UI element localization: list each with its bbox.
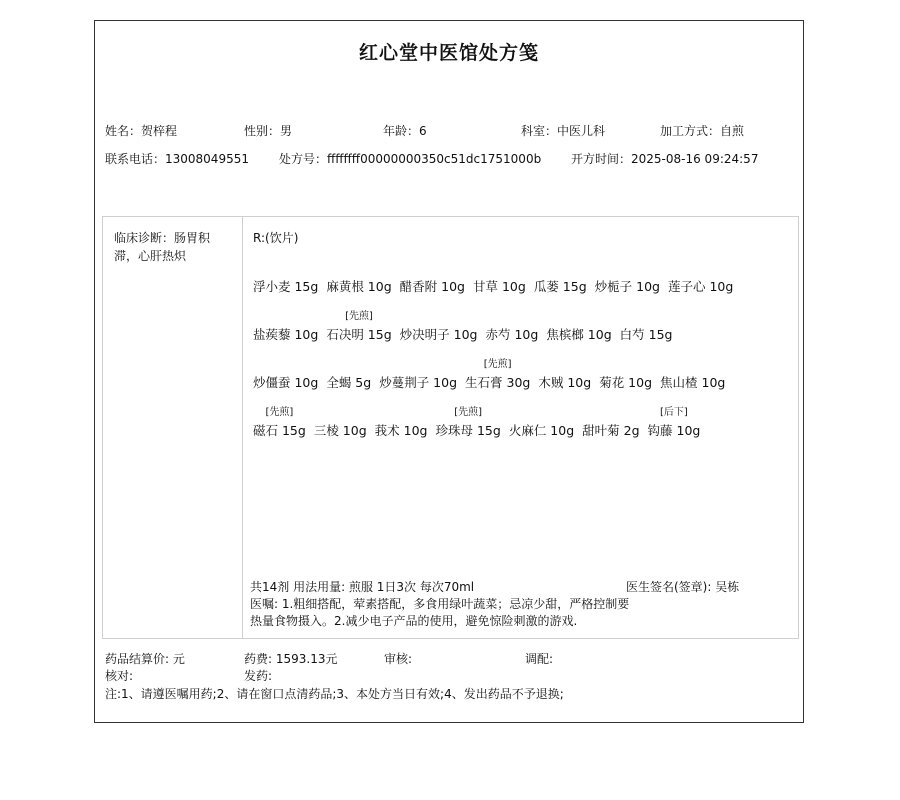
herb-item — [314, 403, 367, 439]
patient-name: 姓名：贺梓程 — [105, 124, 178, 138]
herb-item — [400, 259, 465, 295]
prescription-time: 开方时间：2025-08-16 09:24:57 — [571, 152, 759, 166]
patient-age: 年龄：6 — [383, 124, 427, 138]
herb-name: 钩藤 10g — [647, 423, 701, 438]
herb-name: 莪术 10g — [374, 423, 428, 438]
herb-item — [534, 259, 587, 295]
herb-item — [326, 355, 371, 391]
herb-name: 浮小麦 15g — [253, 279, 319, 294]
herb-note: [先煎] — [265, 407, 294, 418]
herb-row — [253, 403, 708, 443]
herb-name: 石决明 15g — [326, 327, 392, 342]
herb-item — [253, 403, 306, 439]
herb-name: 炒蔓荆子 10g — [379, 375, 458, 390]
herb-item — [509, 403, 574, 439]
herb-row — [253, 355, 733, 395]
herb-note: [先煎] — [483, 359, 512, 370]
patient-gender: 性别：男 — [244, 124, 293, 138]
herb-note: [后下] — [660, 407, 688, 418]
herb-name: 莲子心 10g — [667, 279, 734, 294]
herb-item — [326, 307, 391, 343]
column-divider — [242, 217, 243, 638]
herb-name: 炒决明子 10g — [399, 327, 478, 342]
herb-item — [375, 403, 428, 439]
herb-row — [253, 307, 680, 347]
page-title: 红心堂中医馆处方笺 — [358, 42, 539, 64]
herb-name: 盐蒺藜 10g — [253, 327, 319, 342]
herb-item — [253, 307, 318, 343]
herb-name: 赤芍 10g — [485, 327, 539, 342]
herb-name: 白芍 15g — [619, 327, 673, 342]
herb-item — [326, 259, 391, 295]
herb-item — [660, 355, 725, 391]
herb-item — [473, 259, 526, 295]
herb-item — [465, 355, 530, 391]
doctor-signature: 医生签名(签章): 吴栋 — [626, 580, 740, 594]
herb-name: 甜叶菊 2g — [582, 423, 640, 438]
herb-item — [253, 355, 318, 391]
footer-note: 注:1、请遵医嘱用药;2、请在窗口点清药品;3、本处方当日有效;4、发出药品不予退换; — [105, 687, 564, 701]
issuer: 发药: — [244, 669, 273, 683]
herb-name: 麻黄根 10g — [326, 279, 392, 294]
herb-item — [435, 403, 500, 439]
drug-settlement-price: 药品结算价: 元 — [105, 652, 185, 666]
herb-name: 炒僵蚕 10g — [253, 375, 319, 390]
herb-name: 珍珠母 15g — [435, 423, 501, 438]
herb-name: 磁石 15g — [253, 423, 306, 438]
herb-name: 炒栀子 10g — [594, 279, 660, 294]
herb-note: [先煎] — [345, 311, 373, 322]
herb-item — [400, 307, 478, 343]
herb-name: 甘草 10g — [472, 279, 526, 294]
herb-note: [先煎] — [454, 407, 483, 418]
phone: 联系电话：13008049551 — [105, 152, 249, 166]
processing-method: 加工方式：自煎 — [660, 124, 745, 138]
rx-header: R:(饮片) — [253, 231, 299, 245]
herb-name: 火麻仁 10g — [508, 423, 575, 438]
herb-name: 菊花 10g — [599, 375, 653, 390]
herb-item — [379, 355, 457, 391]
herb-name: 焦山楂 10g — [660, 375, 726, 390]
herb-item — [599, 355, 652, 391]
herb-name: 全蝎 5g — [326, 375, 372, 390]
herb-name: 三棱 10g — [313, 423, 367, 438]
herb-item — [485, 307, 538, 343]
medical-advice: 医嘱: 1.粗细搭配，荤素搭配，多食用绿叶蔬菜；忌凉少甜，严格控制要热量食物摄入。2.减少电子产品的使用，避免惊险刺激的游戏. — [250, 597, 630, 628]
clinical-diagnosis: 临床诊断：肠胃积滞，心肝热炽 — [114, 231, 211, 263]
prescription-number: 处方号：ffffffff00000000350c51dc1751000b — [279, 152, 542, 166]
department: 科室：中医儿科 — [521, 124, 606, 138]
drug-fee: 药费: 1593.13元 — [244, 652, 338, 666]
herb-item — [538, 355, 591, 391]
herb-item — [546, 307, 611, 343]
herb-name: 醋香附 10g — [399, 279, 465, 294]
herb-item — [620, 307, 673, 343]
usage-dosage: 共14剂 用法用量: 煎服 1日3次 每次70ml — [250, 580, 475, 594]
herb-name: 生石膏 30g — [465, 375, 531, 390]
herb-name: 木贼 10g — [538, 375, 592, 390]
herb-item — [595, 259, 660, 295]
herb-item — [668, 259, 733, 295]
herb-item — [253, 259, 318, 295]
checker: 核对: — [105, 669, 134, 683]
herb-item — [648, 403, 701, 439]
prescription-body — [102, 216, 799, 639]
prescription-sheet — [94, 20, 804, 723]
herb-name: 焦槟榔 10g — [546, 327, 612, 342]
herb-row — [253, 259, 741, 299]
reviewer: 审核: — [384, 652, 413, 666]
herb-item — [582, 403, 639, 439]
herb-name: 瓜蒌 15g — [533, 279, 587, 294]
dispenser: 调配: — [525, 652, 554, 666]
